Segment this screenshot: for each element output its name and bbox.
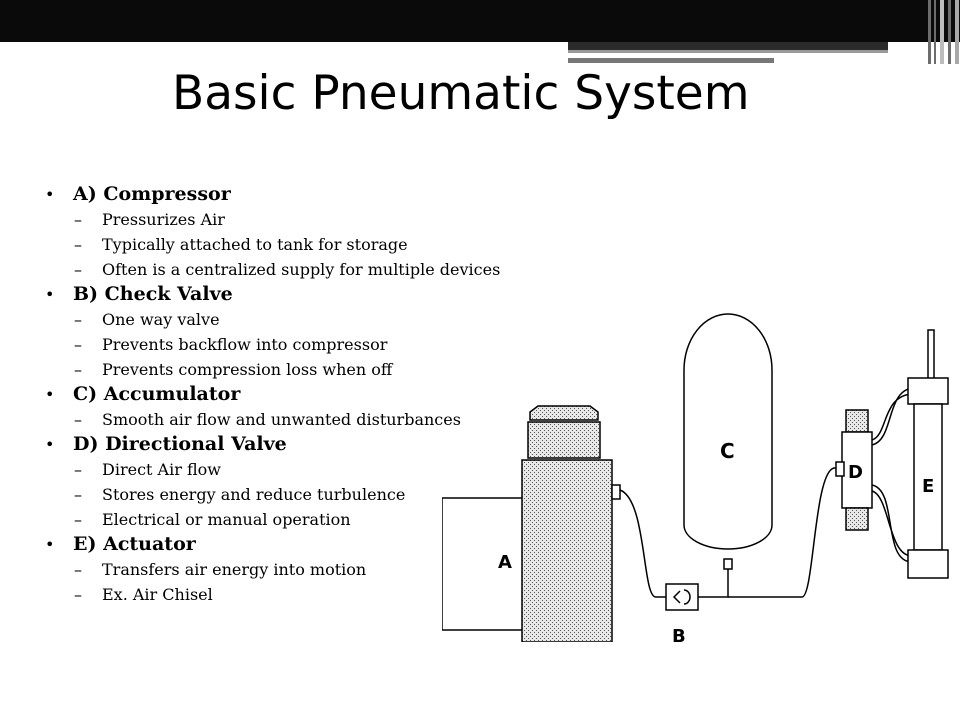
accumulator-tank xyxy=(684,314,772,549)
dash-icon: – xyxy=(74,260,82,279)
diagram-label-d: D xyxy=(848,462,863,483)
pneumatic-system-diagram xyxy=(442,300,960,642)
actuator-cylinder xyxy=(908,330,948,578)
sub-bullet-text: Direct Air flow xyxy=(102,460,221,479)
dash-icon: – xyxy=(74,485,82,504)
dash-icon: – xyxy=(74,585,82,604)
bullet-label: A) Compressor xyxy=(73,183,231,205)
slide-header-bar xyxy=(0,0,960,42)
bullet-icon: • xyxy=(45,435,55,454)
bullet-label: E) Actuator xyxy=(73,533,196,555)
sub-bullet-text: Electrical or manual operation xyxy=(102,510,351,529)
sub-bullet-text: Prevents compression loss when off xyxy=(102,360,393,379)
dash-icon: – xyxy=(74,560,82,579)
dash-icon: – xyxy=(74,410,82,429)
sub-bullet-text: Transfers air energy into motion xyxy=(102,560,367,579)
hose xyxy=(872,394,912,440)
sub-bullet-item xyxy=(44,257,564,282)
bullet-label: B) Check Valve xyxy=(73,283,233,305)
dash-icon: – xyxy=(74,235,82,254)
dash-icon: – xyxy=(74,210,82,229)
dash-icon: – xyxy=(74,510,82,529)
header-accent-line xyxy=(568,58,774,63)
compressor-fins xyxy=(528,422,600,458)
sub-bullet-text: Often is a centralized supply for multiple devices xyxy=(102,260,501,279)
bullet-icon: • xyxy=(45,385,55,404)
bullet-label: C) Accumulator xyxy=(73,383,241,405)
header-accent-bar xyxy=(568,42,888,50)
pipe xyxy=(620,490,656,597)
bullet-icon: • xyxy=(45,285,55,304)
sub-bullet-text: Pressurizes Air xyxy=(102,210,225,229)
bullet-icon: • xyxy=(45,185,55,204)
hose xyxy=(872,491,912,556)
sub-bullet-text: Smooth air flow and unwanted disturbances xyxy=(102,410,461,429)
dash-icon: – xyxy=(74,460,82,479)
sub-bullet-item xyxy=(44,207,564,232)
sub-bullet-text: Stores energy and reduce turbulence xyxy=(102,485,406,504)
diagram-label-c: C xyxy=(720,439,735,463)
diagram-label-b: B xyxy=(672,626,686,642)
header-accent-line xyxy=(568,50,888,53)
dash-icon: – xyxy=(74,310,82,329)
compressor xyxy=(442,406,620,642)
sub-bullet-text: Ex. Air Chisel xyxy=(102,585,213,604)
sub-bullet-text: Typically attached to tank for storage xyxy=(102,235,408,254)
corner-stripes xyxy=(926,0,960,64)
sub-bullet-text: One way valve xyxy=(102,310,220,329)
dash-icon: – xyxy=(74,335,82,354)
check-valve xyxy=(656,584,708,610)
diagram-label-a: A xyxy=(498,552,512,573)
slide-title: Basic Pneumatic System xyxy=(172,66,750,121)
bullet-label: D) Directional Valve xyxy=(73,433,287,455)
bullet-icon: • xyxy=(45,535,55,554)
sub-bullet-text: Prevents backflow into compressor xyxy=(102,335,388,354)
pipe xyxy=(708,569,728,597)
sub-bullet-item xyxy=(44,232,564,257)
tank-fitting xyxy=(724,559,732,569)
compressor-head xyxy=(530,406,598,420)
compressor-body xyxy=(522,460,612,642)
diagram-label-e: E xyxy=(922,476,935,497)
dash-icon: – xyxy=(74,360,82,379)
bullet-item xyxy=(44,182,564,207)
